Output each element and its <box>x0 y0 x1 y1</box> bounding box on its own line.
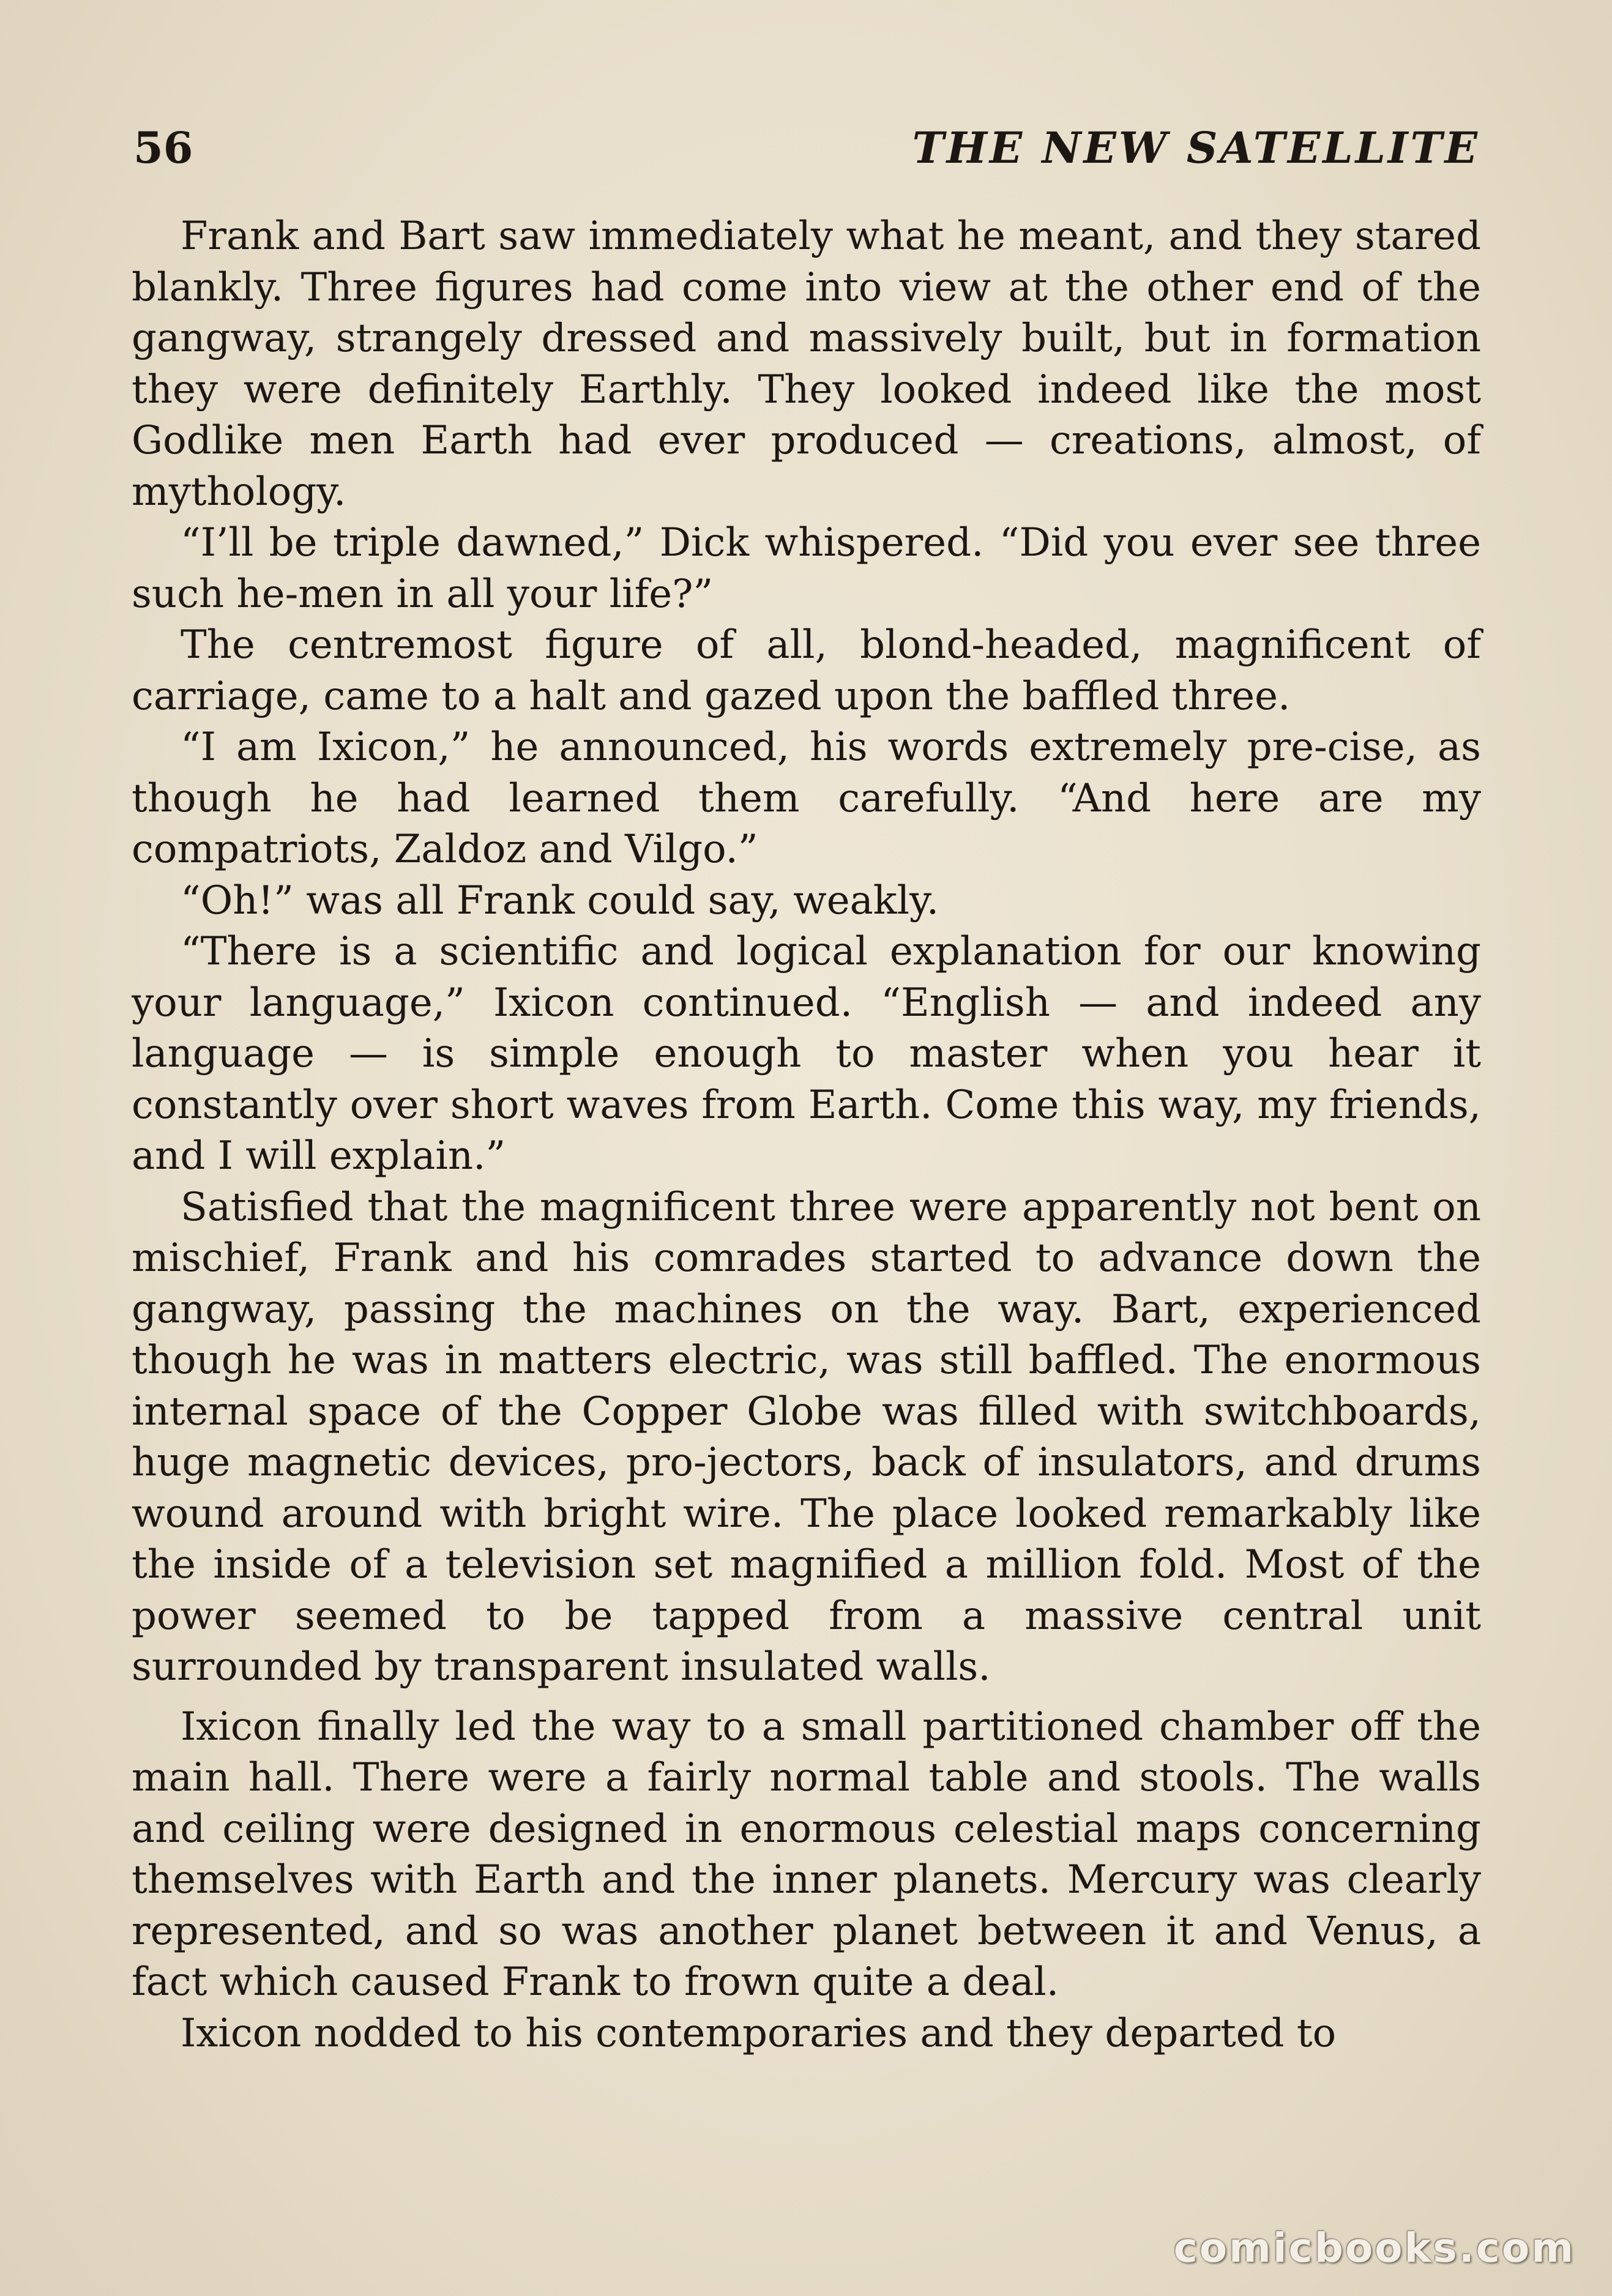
paragraph: “I am Ixicon,” he announced, his words extremely pre-cise, as though he had learned them carefully. “And here are my compatriots, Zaldoz and Vilgo.” <box>132 725 1481 872</box>
page-header <box>133 116 1480 184</box>
paragraph: Ixicon nodded to his contemporaries and they departed to <box>181 2010 1337 2056</box>
body-text <box>132 211 1481 2059</box>
paragraph: Frank and Bart saw immediately what he meant, and they stared blankly. Three figures had come into view at the other end of the gangway, strangely dressed and massively built, but in formation they were definitely Earthly. They looked indeed like the most Godlike men Earth had ever produced — creations, almost, of mythology. <box>132 214 1481 515</box>
running-title: THE NEW SATELLITE <box>912 122 1480 173</box>
paragraph: Ixicon finally led the way to a small partitioned chamber off the main hall. There were a fairly normal table and stools. The walls and ceiling were designed in enormous celestial maps concerning themselves with Earth and the inner planets. Mercury was clearly represented, and so was another planet between it and Venus, a fact which caused Frank to frown quite a deal. <box>132 1704 1481 2005</box>
paragraph: Satisfied that the magnificent three were apparently not bent on mischief, Frank and his comrades started to advance down the gangway, passing the machines on the way. Bart, experienced though he was in matters electric, was still baffled. The enormous internal space of the Copper Globe was filled with switchboards, huge magnetic devices, pro-jectors, back of insulators, and drums wound around with bright wire. The place looked remarkably like the inside of a television set magnified a million fold. Most of the power seemed to be tapped from a massive central unit surrounded by transparent insulated walls. <box>132 1184 1481 1690</box>
watermark: comicbooks.com <box>1173 2224 1575 2272</box>
page-number: 56 <box>133 122 193 173</box>
paragraph: The centremost figure of all, blond-headed, magnificent of carriage, came to a halt and gazed upon the baffled three. <box>132 622 1481 719</box>
paragraph: “Oh!” was all Frank could say, weakly. <box>181 878 939 923</box>
paragraph: “There is a scientific and logical explanation for our knowing your language,” Ixicon continued. “English — and indeed any language — is simple enough to master when you hear it constantly over short waves from Earth. Come this way, my friends, and I will explain.” <box>132 929 1481 1179</box>
paragraph: “I’ll be triple dawned,” Dick whispered. “Did you ever see three such he-men in all your life?” <box>132 520 1481 617</box>
